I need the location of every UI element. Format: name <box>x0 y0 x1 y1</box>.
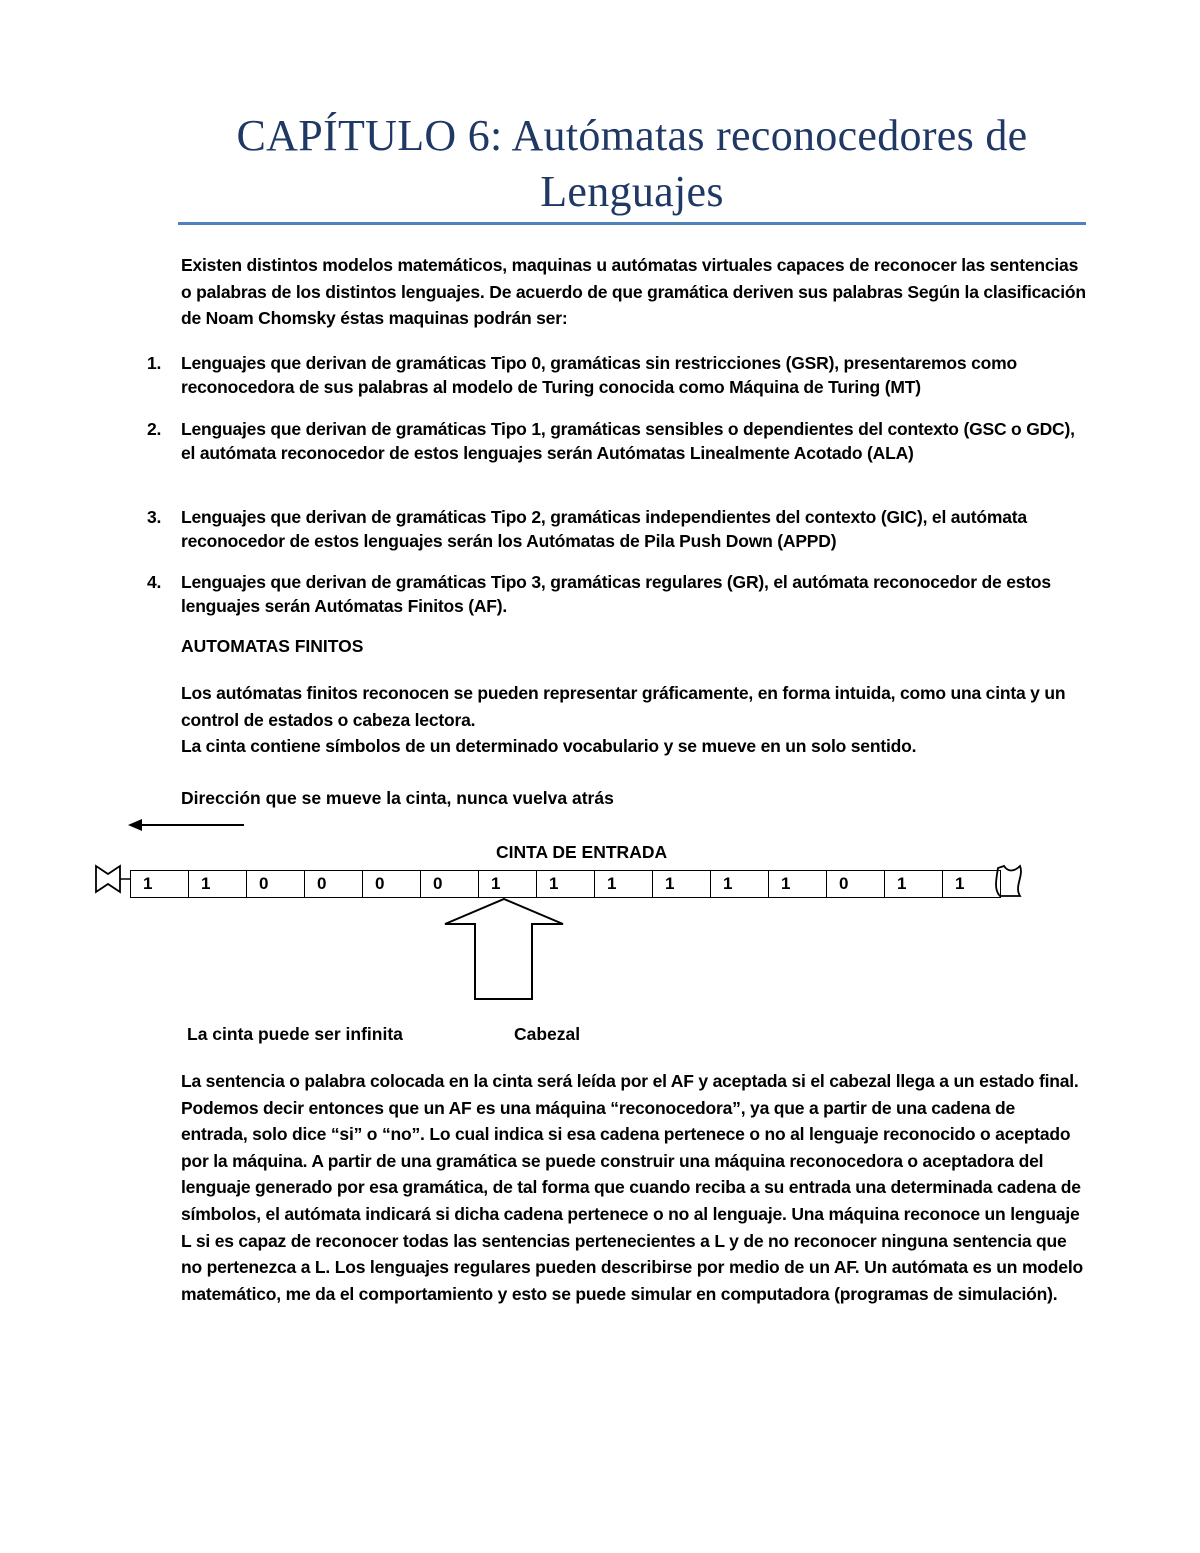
tape-cell: 1 <box>537 871 595 897</box>
title-line-2: Lenguajes <box>540 167 724 216</box>
list-number: 4. <box>147 572 162 592</box>
list-number: 2. <box>147 419 162 439</box>
caption-infinite: La cinta puede ser infinita <box>187 1024 403 1044</box>
final-paragraph-2: Podemos decir entonces que un AF es una máquina “reconocedora”, ya que a partir de una cadena de entrada, solo dice “si” o “no”. Lo cual indica si esa cadena pertenece o no al lenguaje reconocido o aceptado por la máquina. A partir de una gramática se puede construir una máquina reconocedora o aceptadora del lenguaje generado por esa gramática, de tal forma que cuando reciba a su entrada una determinada cadena de símbolos, el autómata indicará si dicha cadena pertenece o no al lenguaje. Una máquina reconoce un lenguaje L si es capaz de reconocer todas las sentencias pertenecientes a L y de no reconocer ninguna sentencia que no pertenezca a L. Los lenguajes regulares pueden describirse por medio de un AF. Un autómata es un modelo matemático, me da el comportamiento y esto se puede simular en computadora (programas de simulación). <box>181 1097 1083 1304</box>
title-line-1: CAPÍTULO 6: Autómatas reconocedores de <box>236 111 1028 160</box>
tape-left-end-icon <box>96 866 120 892</box>
left-arrow-icon <box>128 819 244 831</box>
tape-cell: 1 <box>943 871 1001 897</box>
list-text: Lenguajes que derivan de gramáticas Tipo 0, gramáticas sin restricciones (GSR), presentaremos como reconocedora de sus palabras al modelo de Turing conocida como Máquina de Turing (MT) <box>181 353 1017 397</box>
af-intro-line-2: La cinta contiene símbolos de un determinado vocabulario y se mueve en un solo sentido. <box>181 736 917 756</box>
tape-cell: 1 <box>769 871 827 897</box>
list-number: 3. <box>147 507 162 527</box>
head-arrow-icon <box>445 899 563 999</box>
tape <box>130 870 1001 898</box>
af-intro-line-1: Los autómatas finitos reconocen se pueden representar gráficamente, en forma intuida, como una cinta y un control de estados o cabeza lectora. <box>181 683 1066 730</box>
list-text: Lenguajes que derivan de gramáticas Tipo 3, gramáticas regulares (GR), el autómata reconocedor de estos lenguajes serán Autómatas Finitos (AF). <box>181 572 1051 616</box>
tape-cell: 0 <box>247 871 305 897</box>
tape-cell: 1 <box>131 871 189 897</box>
tape-cell: 1 <box>711 871 769 897</box>
tape-cell: 0 <box>363 871 421 897</box>
tape-cell: 0 <box>421 871 479 897</box>
tape-cell: 0 <box>827 871 885 897</box>
final-paragraphs <box>181 1068 1086 1307</box>
tape-cell: 1 <box>479 871 537 897</box>
caption-head: Cabezal <box>514 1024 581 1044</box>
tape-cell: 1 <box>653 871 711 897</box>
final-paragraph-1: La sentencia o palabra colocada en la cinta será leída por el AF y aceptada si el cabezal llega a un estado final. <box>181 1071 1079 1091</box>
direction-label: Dirección que se mueve la cinta, nunca vuelva atrás <box>181 788 614 808</box>
list-text: Lenguajes que derivan de gramáticas Tipo 1, gramáticas sensibles o dependientes del contexto (GSC o GDC), el autómata reconocedor de estos lenguajes serán Autómatas Linealmente Acotado (ALA) <box>181 419 1075 463</box>
list-number: 1. <box>147 353 162 373</box>
list-text: Lenguajes que derivan de gramáticas Tipo 2, gramáticas independientes del contexto (GIC), el autómata reconocedor de estos lenguajes serán los Autómatas de Pila Push Down (APPD) <box>181 507 1027 551</box>
tape-cell: 1 <box>595 871 653 897</box>
tape-cell: 1 <box>189 871 247 897</box>
section-heading: AUTOMATAS FINITOS <box>181 636 364 656</box>
tape-cell: 0 <box>305 871 363 897</box>
tape-cell: 1 <box>885 871 943 897</box>
tape-label: CINTA DE ENTRADA <box>496 842 668 862</box>
intro-paragraph: Existen distintos modelos matemáticos, maquinas u autómatas virtuales capaces de reconocer las sentencias o palabras de los distintos lenguajes. De acuerdo de que gramática deriven sus palabras Según la clasificación de Noam Chomsky éstas maquinas podrán ser: <box>181 255 1086 328</box>
